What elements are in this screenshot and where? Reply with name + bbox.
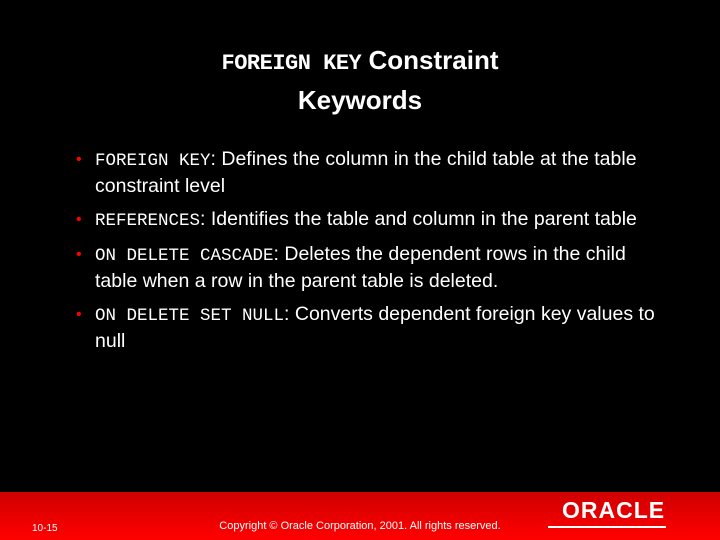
bullet-code: FOREIGN KEY bbox=[95, 151, 211, 171]
bullet-icon: • bbox=[76, 211, 82, 228]
bullet-code: ON DELETE CASCADE bbox=[95, 246, 274, 266]
copyright-notice: Copyright © Oracle Corporation, 2001. All rights reserved. bbox=[219, 520, 501, 532]
logo-underline bbox=[548, 526, 666, 528]
slide-title bbox=[120, 42, 600, 118]
bullet-icon: • bbox=[76, 246, 82, 263]
bullet-text: : Deletes the dependent rows in the child table when a row in the parent table is deleted. bbox=[95, 243, 626, 292]
bullet-code: ON DELETE SET NULL bbox=[95, 306, 285, 326]
page-number: 10-15 bbox=[32, 523, 58, 534]
bullet-item-references bbox=[74, 207, 664, 234]
bullet-item-on-delete-cascade bbox=[74, 242, 664, 294]
bullet-text: : Defines the column in the child table at the table constraint level bbox=[95, 148, 637, 197]
title-line-1-rest: Constraint bbox=[368, 45, 499, 75]
title-line-1 bbox=[120, 42, 600, 82]
title-code: FOREIGN KEY bbox=[221, 51, 362, 76]
bullet-list bbox=[74, 147, 664, 362]
title-line-2: Keywords bbox=[297, 85, 423, 115]
oracle-logo: ORACLE bbox=[562, 497, 666, 523]
bullet-item-foreign-key bbox=[74, 147, 664, 199]
bullet-item-on-delete-set-null bbox=[74, 302, 664, 354]
bullet-text: : Converts dependent foreign key values to null bbox=[95, 303, 655, 352]
bullet-code: REFERENCES bbox=[95, 211, 201, 231]
bullet-icon: • bbox=[76, 306, 82, 323]
bullet-icon: • bbox=[76, 151, 82, 168]
footer-bar bbox=[0, 492, 720, 540]
bullet-text: : Identifies the table and column in the parent table bbox=[200, 208, 637, 230]
